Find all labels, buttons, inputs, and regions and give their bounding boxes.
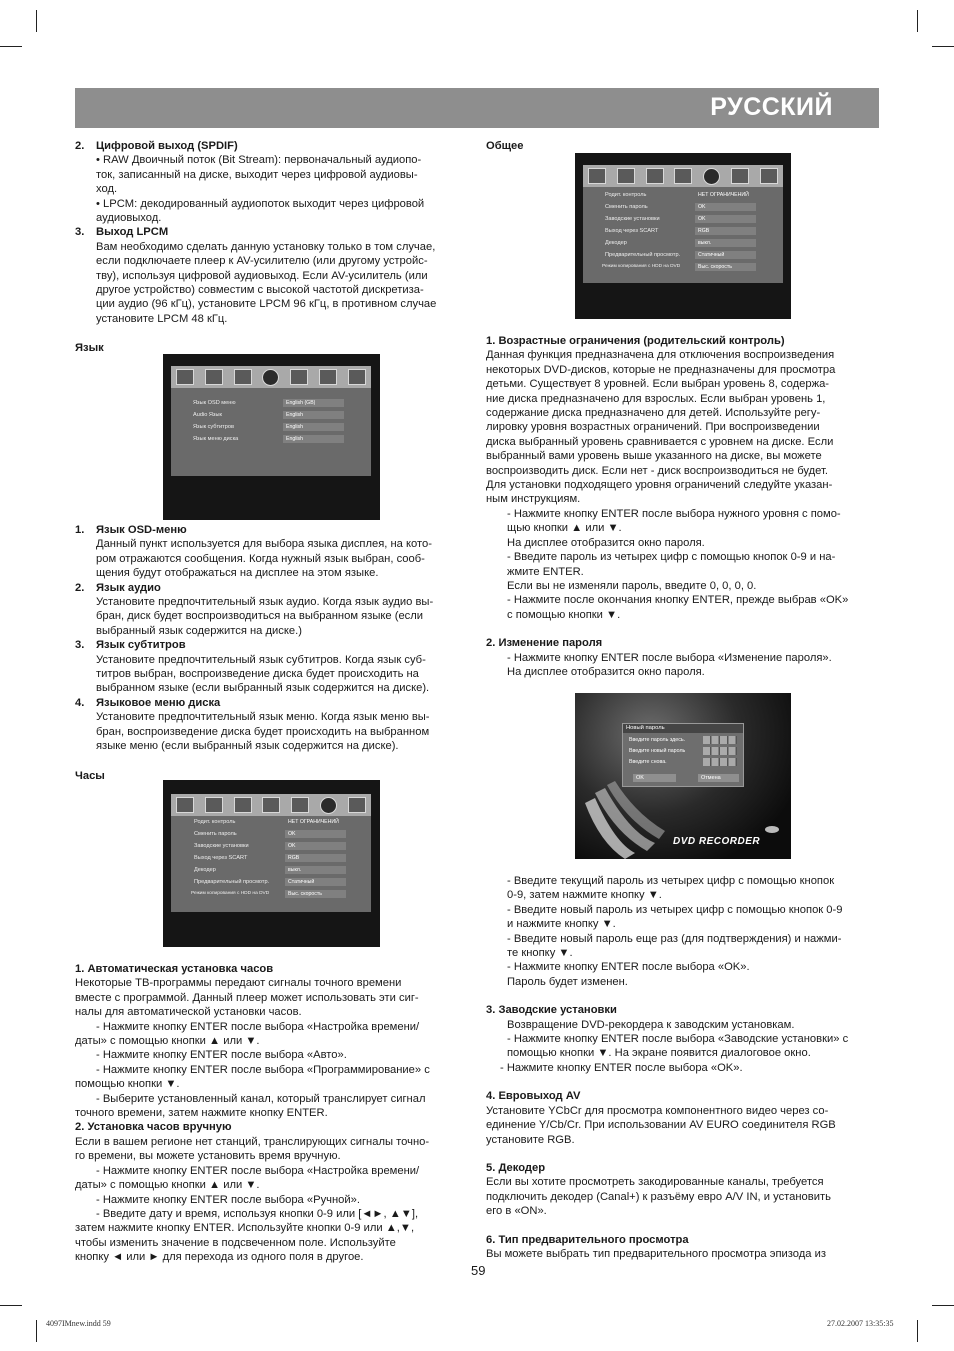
text-line: единение Y/Cb/Cr. При использовании AV EURO соединителя RGB [486,1119,836,1132]
tools-icon [348,369,366,385]
text-line: Для установки подходящего уровня ограничений следуйте указан- [486,479,833,492]
text-line: - Нажмите после окончания кнопку ENTER, прежде выбрав «OK» [507,594,849,607]
password-row: Введите пароль здесь. [629,737,686,743]
system-icon [319,369,337,385]
digit-boxes[interactable] [703,747,737,755]
right-column-top [486,139,881,153]
password-dialog [622,723,744,787]
left-column-bottom [75,962,470,1265]
crop-mark [917,10,918,32]
text-line: го времени, вы можете установить время вручную. [75,1150,341,1163]
text-line: установите LPCM 48 кГц. [96,312,228,325]
menu-item: Audio Язык [193,412,222,418]
text-line: тву), используя цифровой аудиовыход. Если AV-усилитель (или [96,269,428,282]
text-line: - Введите дату и время, используя кнопки 0-9 или [◄►, ▲▼], [96,1207,419,1220]
menu-panel [583,165,783,283]
heading-preview: 6. Тип предварительного просмотра [486,1233,689,1246]
text-line: Данный пункт используется для выбора языка дисплея, на кото- [96,538,432,551]
menu-value: OK [695,203,756,211]
text-line: некоторых DVD-дисков, которые не предназначены для просмотра [486,363,836,376]
menu-item: Предварительный просмотр. [194,879,270,885]
menu-value: English [283,411,344,419]
password-row: Введите снова. [629,759,667,765]
text-line: даты» с помощью кнопки ▲ или ▼. [75,1179,260,1192]
menu-value: НЕТ ОГРАНИЧЕНИЙ [288,819,339,825]
text-line: жмите ENTER. [507,565,584,578]
text-line: Вам необходимо сделать данную установку только в том случае, [96,240,436,253]
text-line: Пароль будет изменен. [507,975,628,988]
menu-item: Режим копирования с HDD на DVD [191,891,270,896]
menu-item: Заводские установки [194,843,249,849]
text-line: диска выбранный уровень сравнивается с уровнем на диске. Если [486,435,834,448]
text-line: - Введите пароль из четырех цифр с помощью кнопок 0-9 и на- [507,551,836,564]
crop-mark [932,1305,954,1306]
text-line: - Нажмите кнопку ENTER после выбора «Программирование» с [96,1063,430,1076]
text-line: другое устройство) совместим с высокой частотой дискретиза- [96,284,424,297]
clock-menu-screenshot [163,780,380,947]
text-line: Вы можете выбрать тип предварительного просмотра эпизода из [486,1247,826,1260]
globe-icon [262,369,279,386]
heading-audio: 2. Язык аудио [75,581,161,594]
heading-osd: 1. Язык OSD-меню [75,524,187,536]
language-title: РУССКИЙ [710,93,833,121]
text-line: воспроизводить диск. Если нет - диск воспроизводиться не будет. [486,464,828,477]
menu-item: Язык субтитров [193,424,234,430]
text-line: • RAW Двоичный поток (Bit Stream): первоначальный аудиопо- [96,154,422,167]
language-menu-screenshot [163,354,380,520]
tools-icon [760,168,778,184]
menu-value: RGB [285,854,346,862]
text-line: - Нажмите кнопку ENTER после выбора «OK». [500,1061,743,1074]
menu-value: English [283,423,344,431]
text-line: - Введите новый пароль еще раз (для подтверждения) и нажми- [507,932,842,945]
menu-value: Статичный [695,251,756,259]
text-line: щью кнопки ▲ или ▼. [507,522,622,535]
text-line: Если в вашем регионе нет станций, транслирующих сигналы точно- [75,1135,430,1148]
menu-value: OK [695,215,756,223]
heading-spdif: 2. Цифровой выход (SPDIF) [75,140,238,152]
record-icon [588,168,606,184]
heading-password: 2. Изменение пароля [486,637,603,650]
video-icon [234,369,252,385]
text-line: - Выберите установленный канал, который транслирует сигнал [96,1092,426,1105]
menu-item: Выход через SCART [605,228,659,234]
menu-value: выкл. [285,866,346,874]
menu-item: Язык OSD меню [193,400,236,406]
text-line: бран, диск будет воспроизводиться на выбранном языке (если [96,610,424,623]
menu-value: RGB [695,227,756,235]
text-line: ход. [96,183,118,196]
text-line: детьми. Существует 8 уровней. Если выбран уровень 8, содержа- [486,378,830,391]
crop-mark [932,46,954,47]
system-icon [320,797,337,814]
text-line: щения будут отображаться на дисплее на этом языке. [96,567,379,580]
text-line: ции аудио (96 кГц), установите LPCM 96 кГц, в противном случае [96,298,437,311]
clock-icon [703,168,720,185]
text-line: 0-9, затем нажмите кнопку ▼. [507,889,662,902]
tools-icon [348,797,366,813]
menu-panel [171,794,371,912]
text-line: - Нажмите кнопку ENTER после выбора «Настройка времени/ [96,1164,420,1177]
heading-disc-menu: 4. Языковое меню диска [75,696,221,709]
text-line: чтобы изменить значение в подсвеченном поле. Используйте [75,1236,396,1249]
disc-icon [205,797,223,813]
text-line: даты» с помощью кнопки ▲ или ▼. [75,1035,260,1048]
text-line: Данная функция предназначена для отключения воспроизведения [486,349,835,362]
menu-item: Режим копирования с HDD на DVD [602,264,681,269]
menu-value: Выс. скорость [695,263,756,271]
text-line: - Нажмите кнопку ENTER после выбора «Авто». [96,1049,347,1062]
right-column-bottom [486,874,881,1261]
text-line: подключить декодер (Canal+) к разъёму евро A/V IN, и установить [486,1190,831,1203]
menu-item: Сменить пароль [605,204,648,210]
text-line: Установите предпочтительный язык меню. Когда язык меню вы- [96,711,430,724]
digit-boxes[interactable] [703,758,737,766]
footer-file: 4097IMnew.indd 59 [46,1319,111,1328]
password-dialog-screenshot [575,693,791,859]
heading-factory: 3. Заводские установки [486,1004,617,1017]
text-line: помощью кнопки ▼. На экране появится диалоговое окно. [507,1047,811,1060]
dialog-title: Новый пароль [623,724,743,733]
globe-icon [262,797,280,813]
heading-manual-clock: 2. Установка часов вручную [75,1121,232,1134]
text-line: точного времени, затем нажмите кнопку ENTER. [75,1107,328,1120]
menu-item: Выход через SCART [194,855,248,861]
text-line: Некоторые ТВ-программы передают сигналы точного времени [75,977,402,990]
language-header-bar [75,88,879,128]
text-line: вместе с программой. Данный плеер может использовать эти сиг- [75,991,419,1004]
text-line: - Введите текущий пароль из четырех цифр с помощью кнопок [507,875,835,887]
text-line: титров выбран, воспроизведение диска будет происходить на [96,668,419,681]
text-line: и нажмите кнопку ▼. [507,918,616,931]
password-row: Введите новый пароль [629,748,686,754]
text-line: установите RGB. [486,1133,575,1146]
heading-decoder: 5. Декодер [486,1161,546,1174]
heading-auto-clock: 1. Автоматическая установка часов [75,963,274,975]
text-line: помощью кнопки ▼. [75,1078,180,1091]
menu-item: Предварительный просмотр. [605,252,681,258]
digit-boxes[interactable] [703,736,737,744]
menu-value: OK [285,830,346,838]
page-number: 59 [471,1263,486,1278]
heading-lpcm: 3. Выход LPCM [75,226,169,239]
text-line: те кнопку ▼. [507,947,573,960]
menu-value: Статичный [285,878,346,886]
left-column-top [75,139,470,356]
section-general: Общее [486,140,524,152]
text-line: лировку уровня возрастных ограничений. При воспроизведении [486,421,820,434]
text-line: выбранном языке (если выбранный язык содержится на диске). [96,682,430,695]
section-clock: Часы [75,769,105,782]
menu-icon-bar [171,794,371,816]
footer-date: 27.02.2007 13:35:35 [827,1319,894,1328]
right-column-middle [486,334,881,679]
general-menu-screenshot [575,153,791,319]
text-line: Если вы не изменяли пароль, введите 0, 0, 0, 0. [507,579,757,592]
text-line: - Нажмите кнопку ENTER после выбора «Заводские установки» с [507,1033,849,1046]
record-icon [176,797,194,813]
text-line: ным инструкциям. [486,493,581,506]
menu-item: Родит. контроль [194,819,236,825]
text-line: - Нажмите кнопку ENTER после выбора «OK». [507,961,750,974]
menu-item: Заводские установки [605,216,660,222]
text-line: затем нажмите кнопку ENTER. Используйте кнопки 0-9 или ▲,▼, [75,1222,415,1235]
menu-value: OK [285,842,346,850]
text-line: содержание диска предназначено для детей. Используйте регу- [486,407,821,420]
heading-subtitles: 3. Язык субтитров [75,639,186,652]
text-line: ние диска предназначено для взрослых. Если выбран уровень 1, [486,392,826,405]
menu-item: Сменить пароль [194,831,237,837]
menu-panel [171,366,371,476]
menu-item: Родит. контроль [605,192,647,198]
text-line: ток, записанный на диске, выходит через цифровой аудиовы- [96,168,418,181]
text-line: Установите предпочтительный язык аудио. Когда язык аудио вы- [96,596,434,609]
text-line: кнопку ◄ или ► для перехода из одного поля в другое. [75,1251,364,1264]
menu-icon-bar [171,366,371,388]
text-line: Установите предпочтительный язык субтитров. Когда язык суб- [96,653,426,666]
menu-item: Язык меню диска [193,436,239,442]
menu-value: НЕТ ОГРАНИЧЕНИЙ [698,192,749,198]
text-line: - Нажмите кнопку ENTER после выбора «Настройка времени/ [96,1020,420,1033]
video-icon [234,797,252,813]
text-line: Если вы хотите просмотреть закодированные каналы, требуется [486,1176,824,1189]
text-line: бран, воспроизведение диска будет происходить на выбранном [96,725,430,738]
crop-mark [0,46,22,47]
text-line: ром отражаются сообщения. Когда нужный язык выбран, сооб- [96,552,425,565]
crop-mark [917,1320,918,1342]
heading-parental: 1. Возрастные ограничения (родительский контроль) [486,335,785,347]
text-line: языке меню (если выбранный язык содержится на диске). [96,740,399,753]
menu-value: Выс. скорость [285,890,346,898]
text-line: если подключаете плеер к AV-усилителю (или другому устройс- [96,255,428,268]
text-line: - Нажмите кнопку ENTER после выбора «Ручной». [96,1193,360,1206]
text-line: выбранный вами уровень выше указанного на диске, вы можете [486,450,822,463]
brand-logo: DVD RECORDER [673,836,761,847]
disc-icon [205,369,223,385]
menu-value: English (GB) [283,399,344,407]
text-line: - Нажмите кнопку ENTER после выбора нужного уровня с помо- [507,507,841,520]
text-line: налы для автоматической установки часов. [75,1006,302,1019]
menu-item: Декодер [194,867,216,873]
text-line: - Введите новый пароль из четырех цифр с помощью кнопок 0-9 [507,903,843,916]
text-line: На дисплее отобразится окно пароля. [507,665,705,678]
text-line: На дисплее отобразится окно пароля. [507,536,705,549]
menu-item: Декодер [605,240,627,246]
text-line: Возвращение DVD-рекордера к заводским установкам. [507,1018,795,1031]
crop-mark [36,10,37,32]
video-icon [646,168,664,184]
section-language: Язык [75,342,104,355]
globe-icon [674,168,692,184]
record-icon [176,369,194,385]
text-line: - Нажмите кнопку ENTER после выбора «Изменение пароля». [507,651,832,664]
text-line: выбранный язык содержится на диске.) [96,624,302,637]
text-line: • LPCM: декодированный аудиопоток выходит через цифровой [96,197,425,210]
crop-mark [0,1305,22,1306]
menu-icon-bar [583,165,783,187]
clock-icon [291,797,309,813]
menu-value: выкл. [695,239,756,247]
text-line: с помощью кнопки ▼. [507,608,621,621]
text-line: Установите YCbCr для просмотра компонентного видео через со- [486,1104,829,1117]
menu-value: English [283,435,344,443]
system-icon [731,168,749,184]
cancel-button[interactable]: Отмена [698,774,739,782]
disc-icon [765,826,779,833]
crop-mark [36,1320,37,1342]
clock-icon [290,369,308,385]
heading-euro-av: 4. Евровыход AV [486,1090,581,1103]
text-line: его в «ON». [486,1205,547,1218]
disc-icon [617,168,635,184]
left-column-middle [75,523,470,783]
ok-button[interactable]: OK [633,774,676,782]
text-line: аудиовыход. [96,212,162,225]
